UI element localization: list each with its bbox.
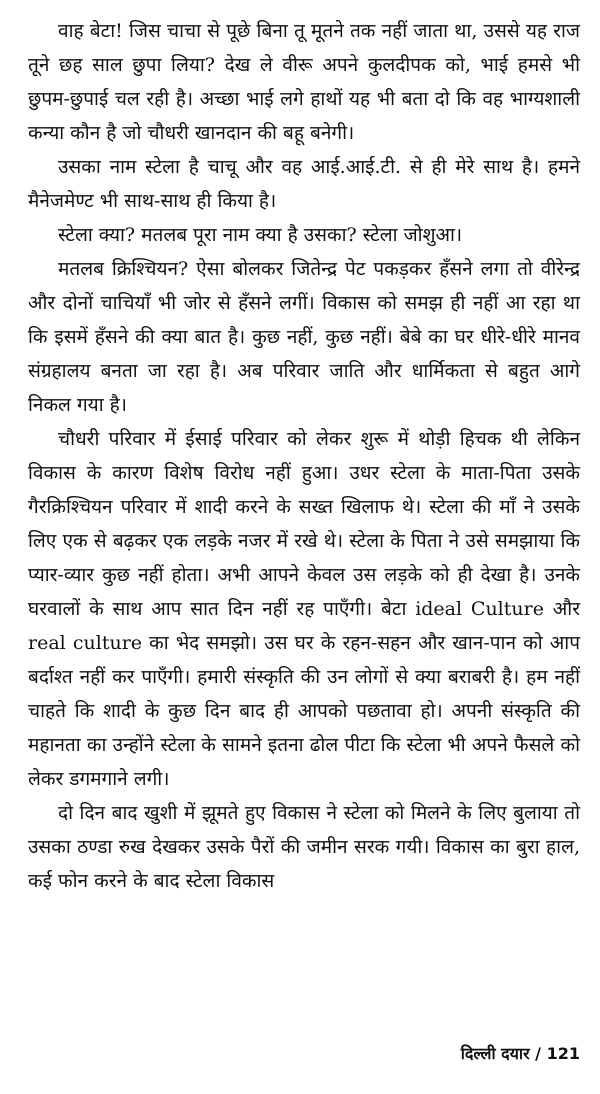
paragraph-6: दो दिन बाद खुशी में झूमते हुए विकास ने स्टेला को मिलने के लिए बुलाया तो उसका ठण्डा रुख देखकर उसके पैरों की जमीन सरक गयी। विकास का बुरा हाल, कई फोन करने के बाद स्टेला विकास — [28, 802, 580, 892]
paragraph-1: वाह बेटा! जिस चाचा से पूछे बिना तू मूतने तक नहीं जाता था, उससे यह राज तूने छह साल छुपा लिया? देख ले वीरू अपने कुलदीपक को, भाई हमसे भी छुपम-छुपाई चल रही है। अच्छा भाई लगे हाथों यह भी बता दो कि वह भाग्यशाली कन्या कौन है जो चौधरी खानदान की बहू बनेगी। — [28, 20, 580, 144]
paragraph-5: चौधरी परिवार में ईसाई परिवार को लेकर शुरू में थोड़ी हिचक थी लेकिन विकास के कारण विशेष विरोध नहीं हुआ। उधर स्टेला के माता-पिता उसके गैरक्रिश्चियन परिवार में शादी करने के सख्त खिलाफ थे। स्टेला की माँ ने उसके लिए एक से बढ़कर एक लड़के नजर में रखे थे। स्टेला के पिता ने उसे समझाया कि प्यार-व्यार कुछ नहीं होता। अभी आपने केवल उस लड़के को ही देखा है। उनके घरवालों के साथ आप सात दिन नहीं रह पाएँगी। बेटा ideal Culture और real culture का भेद समझो। उस घर के रहन-सहन और खान-पान को आप बर्दाश्त नहीं कर पाएँगी। हमारी संस्कृति की उन लोगों से क्या बराबरी है। हम नहीं चाहते कि शादी के कुछ दिन बाद ही आपको पछतावा हो। अपनी संस्कृति की महानता का उन्होंने स्टेला के सामने इतना ढोल पीटा कि स्टेला भी अपने फैसले को लेकर डगमगाने लगी। — [28, 428, 580, 790]
paragraph-4: मतलब क्रिश्चियन? ऐसा बोलकर जितेन्द्र पेट पकड़कर हँसने लगा तो वीरेन्द्र और दोनों चाचियाँ भी जोर से हँसने लगीं। विकास को समझ ही नहीं आ रहा था कि इसमें हँसने की क्या बात है। कुछ नहीं, कुछ नहीं। बेबे का घर धीरे-धीरे मानव संग्रहालय बनता जा रहा है। अब परिवार जाति और धार्मिकता से बहुत आगे निकल गया है। — [28, 258, 580, 416]
paragraph-3: स्टेला क्या? मतलब पूरा नाम क्या है उसका? स्टेला जोशुआ। — [58, 224, 463, 246]
page-footer: दिल्ली दयार / 121 — [460, 1044, 580, 1063]
book-page — [28, 14, 580, 1084]
paragraph-2: उसका नाम स्टेला है चाचू और वह आई.आई.टी. से ही मेरे साथ है। हमने मैनेजमेण्ट भी साथ-साथ ही किया है। — [28, 156, 580, 212]
